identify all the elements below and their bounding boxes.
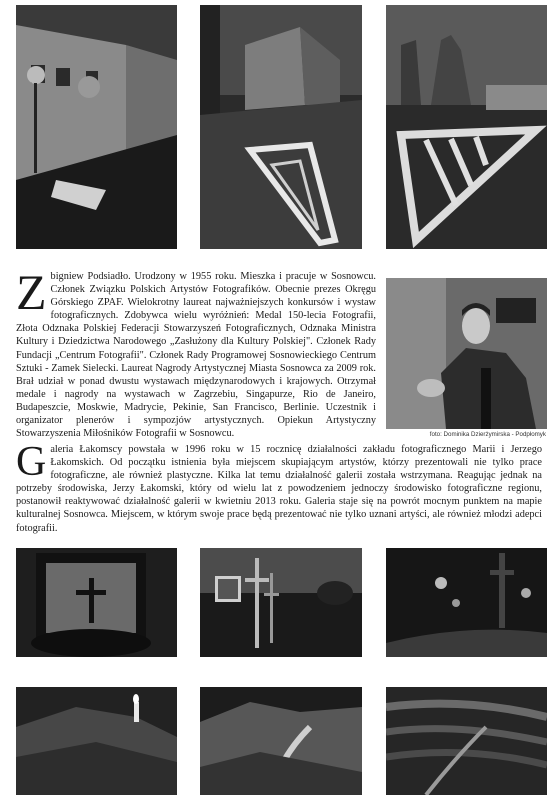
gallery-paragraph bbox=[16, 439, 542, 535]
gallery-text: aleria Łakomscy powstała w 1996 roku w 15 rocznicę działalności zakładu fotograficznego Marii i Jerzego Łakomskich. Od początku istnienia była miejscem skupiającym artystów, którzy prezentowali nie tylko prace fotograficzne, ale również plastyczne. Kilka lat temu działalność galerii została wstrzymana. Reagując jednak na potrzeby środowiska, Jerzy Łakomski, który od wielu lat z powodzeniem jednoczy środowisko fotograficzne regionu, postanowił reaktywować działalność galerii w kwietniu 2013 roku. Galeria staje się na powrót mocnym punktem na mapie kulturalnej Sosnowca. Miejscem, w którym swoje prace będą prezentować nie tylko uznani artyści, ale również młodzi adepci fotografii. bbox=[16, 444, 542, 534]
photo-arrow-marking bbox=[200, 5, 362, 249]
photo-cross-window bbox=[16, 548, 177, 657]
photo-portrait bbox=[386, 278, 547, 429]
photo-crosses-hill bbox=[200, 548, 362, 657]
photo-church-crosswalk bbox=[386, 5, 547, 249]
bio-text: bigniew Podsiadło. Urodzony w 1955 roku. Mieszka i pracuje w Sosnowcu. Członek Związku Polskich Artystów Fotografików. Obecnie prezes Okręgu Górskiego ZPAF. Wielokrotny laureat najważniejszych konkursów i wystaw fotograficznych. Zdobywca wielu wyróżnień: Medal 150-lecia Fotografii, Złota Odznaka Polskiej Federacji Stowarzyszeń Fotograficznych, Odznaka Ministra Kultury i Dziedzictwa Narodowego „Zasłużony dla Kultury Polskiej". Członek Rady Fundacji „Centrum Fotografii". Członek Rady Programowej Sosnowieckiego Centrum Sztuki - Zamek Sielecki. Laureat Nagrody Artystycznej Miasta Sosnowca za 2009 rok. Brał udział w ponad dwustu wystawach międzynarodowych i krajowych. Otrzymał medale i nagrody na wystawach w Zagrzebiu, Singapurze, Rio de Janeiro, Budapeszcie, Moskwie, Madrycie, Pekinie, San Francisco, Berlinie. Uczestnik i organizator plenerów i sympozjów artystycznych. Opiekun Artystyczny Stowarzyszenia Miłośników Fotografii w Sosnowcu. bbox=[16, 271, 376, 440]
photo-rock-layers bbox=[386, 687, 547, 795]
photo-cross-lights bbox=[386, 548, 547, 657]
photo-mountain-path bbox=[200, 687, 362, 795]
gallery-drop-cap: G bbox=[16, 439, 47, 485]
photo-candle-rocks bbox=[16, 687, 177, 795]
photo-credit: foto: Dominika Dzierżymirska - Podpłomyk bbox=[429, 431, 546, 438]
photo-street-sign bbox=[16, 5, 177, 249]
bio-paragraph bbox=[16, 264, 376, 440]
bio-drop-cap: Z bbox=[16, 264, 47, 320]
